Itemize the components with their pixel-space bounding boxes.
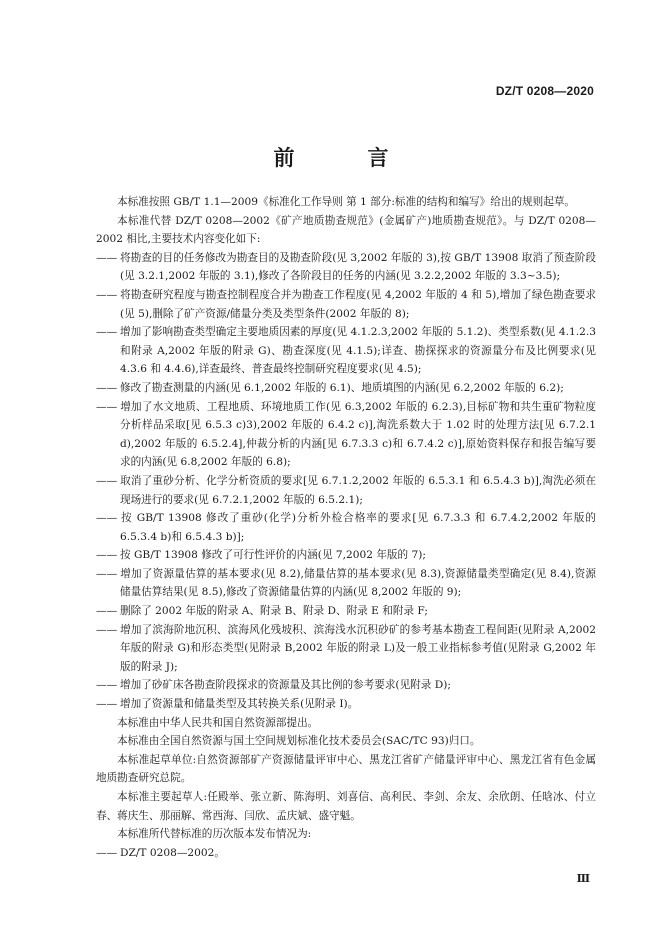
closing-paragraph: 本标准所代替标准的历次版本发布情况为:: [117, 828, 312, 841]
change-item: [96, 379, 596, 398]
change-text: 增加了资源量和储量类型及其转换关系(见附录 I)。: [120, 698, 359, 711]
change-item: [96, 472, 596, 509]
change-text: 取消了重砂分析、化学分析资质的要求[见 6.7.1.2,2002 年版的 6.5.3.1 和 6.5.4.3 b)],淘洗必须在现场进行的要求(见 6.7.2.1,2002 年版的 6.5.2.1);: [120, 474, 596, 506]
history-text: DZ/T 0208—2002。: [120, 846, 225, 859]
change-text: 增加了资源量估算的基本要求(见 8.2),储量估算的基本要求(见 8.3),资源储量类型确定(见 8.4),资源储量估算结果(见 8.5),修改了资源储量估算的内涵(见 8,2002 年版的 9);: [120, 567, 596, 599]
dash-marker: ——: [96, 251, 118, 264]
document-body: [96, 193, 596, 862]
closing-paragraph: 本标准由全国自然资源与国土空间规划标准化技术委员会(SAC/TC 93)归口。: [117, 735, 481, 748]
change-item: [96, 546, 596, 565]
change-item: [96, 509, 596, 546]
closing-paragraph: 本标准起草单位:自然资源部矿产资源储量评审中心、黑龙江省矿产储量评审中心、黑龙江省有色金属地质勘查研究总院。: [96, 753, 596, 785]
dash-marker: ——: [96, 846, 118, 859]
dash-marker: ——: [96, 605, 118, 618]
closing-paragraph: 本标准由中华人民共和国自然资源部提出。: [117, 716, 319, 729]
closing-paragraph: 本标准主要起草人:任殿举、张立新、陈海明、刘喜信、高利民、李剑、余友、余欣朗、任晗冰、付立春、蒋庆生、那丽解、常西海、闫欣、孟庆斌、盛守魁。: [96, 791, 596, 822]
change-item: [96, 249, 596, 286]
change-item: [96, 676, 596, 695]
dash-marker: ——: [96, 549, 118, 562]
dash-marker: ——: [96, 381, 118, 394]
change-item: [96, 398, 596, 472]
change-text: 按 GB/T 13908 修改了重砂(化学)分析外检合格率的要求[见 6.7.3.3 和 6.7.4.2,2002 年版的 6.5.3.4 b)和 6.5.4.3 b)];: [120, 512, 596, 543]
standard-code: DZ/T 0208—2020: [495, 84, 594, 98]
intro-paragraph: 本标准按照 GB/T 1.1—2009《标准化工作导则 第 1 部分:标准的结构和编写》给出的规则起草。: [117, 196, 576, 208]
dash-marker: ——: [96, 288, 118, 301]
intro-paragraph: 本标准代替 DZ/T 0208—2002《矿产地质勘查规范》(金属矿产)地质勘查规范》。与 DZ/T 0208—2002 相比,主要技术内容变化如下:: [96, 214, 596, 246]
history-item: [96, 844, 596, 863]
dash-marker: ——: [96, 400, 118, 413]
change-text: 增加了水文地质、工程地质、环境地质工作(见 6.3,2002 年版的 6.2.3),目标矿物和共生重矿物粒度分析样品采取[见 6.5.3 c)3),2002 年版的 6.4.2 c)],淘洗系数大于 1.02 时的处理方法[见 6.7.2.1 d),2002 年版的 6.5.2.4],仲裁分析的内涵[见 6.7.3.3 c)和 6.7.4.2 c)],原始资料保存和报告编写要求的内涵(见 6.8,2002 年版的 6.8);: [120, 400, 596, 469]
dash-marker: ——: [96, 512, 118, 525]
change-item: [96, 565, 596, 602]
change-text: 增加了影响勘查类型确定主要地质因素的厚度(见 4.1.2.3,2002 年版的 5.1.2)、类型系数(见 4.1.2.3 和附录 A,2002 年版的附录 G)、勘查深度(见 4.1.5);详查、勘探探求的资源量分布及比例要求(见 4.3.6 和 4.4.6),详查最终、普查最终控制研究程度要求(见 4.5);: [120, 326, 596, 376]
page-title: 前 言: [273, 146, 415, 170]
change-text: 按 GB/T 13908 修改了可行性评价的内涵(见 7,2002 年版的 7);: [120, 549, 426, 562]
change-item: [96, 602, 596, 621]
dash-marker: ——: [96, 623, 118, 636]
change-text: 删除了 2002 年版的附录 A、附录 B、附录 D、附录 E 和附录 F;: [120, 605, 428, 618]
change-text: 将勘查的目的任务修改为勘查目的及勘查阶段(见 3,2002 年版的 3),按 GB/T 13908 取消了预查阶段(见 3.2.1,2002 年版的 3.1),修改了各阶段目的任务的内涵(见 3.2.2,2002 年版的 3.3~3.5);: [120, 251, 596, 283]
change-item: [96, 323, 596, 379]
dash-marker: ——: [96, 474, 118, 487]
dash-marker: ——: [96, 679, 118, 692]
dash-marker: ——: [96, 567, 118, 580]
change-text: 将勘查研究程度与勘查控制程度合并为勘查工作程度(见 4,2002 年版的 4 和 5),增加了绿色勘查要求(见 5),删除了矿产资源/储量分类及类型条件(2002 年版的 8);: [120, 288, 596, 320]
change-item: [96, 621, 596, 677]
dash-marker: ——: [96, 698, 118, 711]
page-number: Ⅲ: [576, 872, 590, 885]
change-text: 增加了滨海阶地沉积、滨海风化残坡积、滨海浅水沉积砂矿的参考基本勘查工程间距(见附录 A,2002 年版的附录 G)和形态类型(见附录 B,2002 年版的附录 L)及一般工业指标参考值(见附录 G,2002 年版的附录 J);: [120, 623, 596, 673]
dash-marker: ——: [96, 326, 118, 339]
change-text: 修改了勘查测量的内涵(见 6.1,2002 年版的 6.1)、地质填图的内涵(见 6.2,2002 年版的 6.2);: [120, 381, 564, 394]
change-item: [96, 695, 596, 714]
change-text: 增加了砂矿床各勘查阶段探求的资源量及其比例的参考要求(见附录 D);: [120, 679, 451, 692]
change-item: [96, 286, 596, 323]
